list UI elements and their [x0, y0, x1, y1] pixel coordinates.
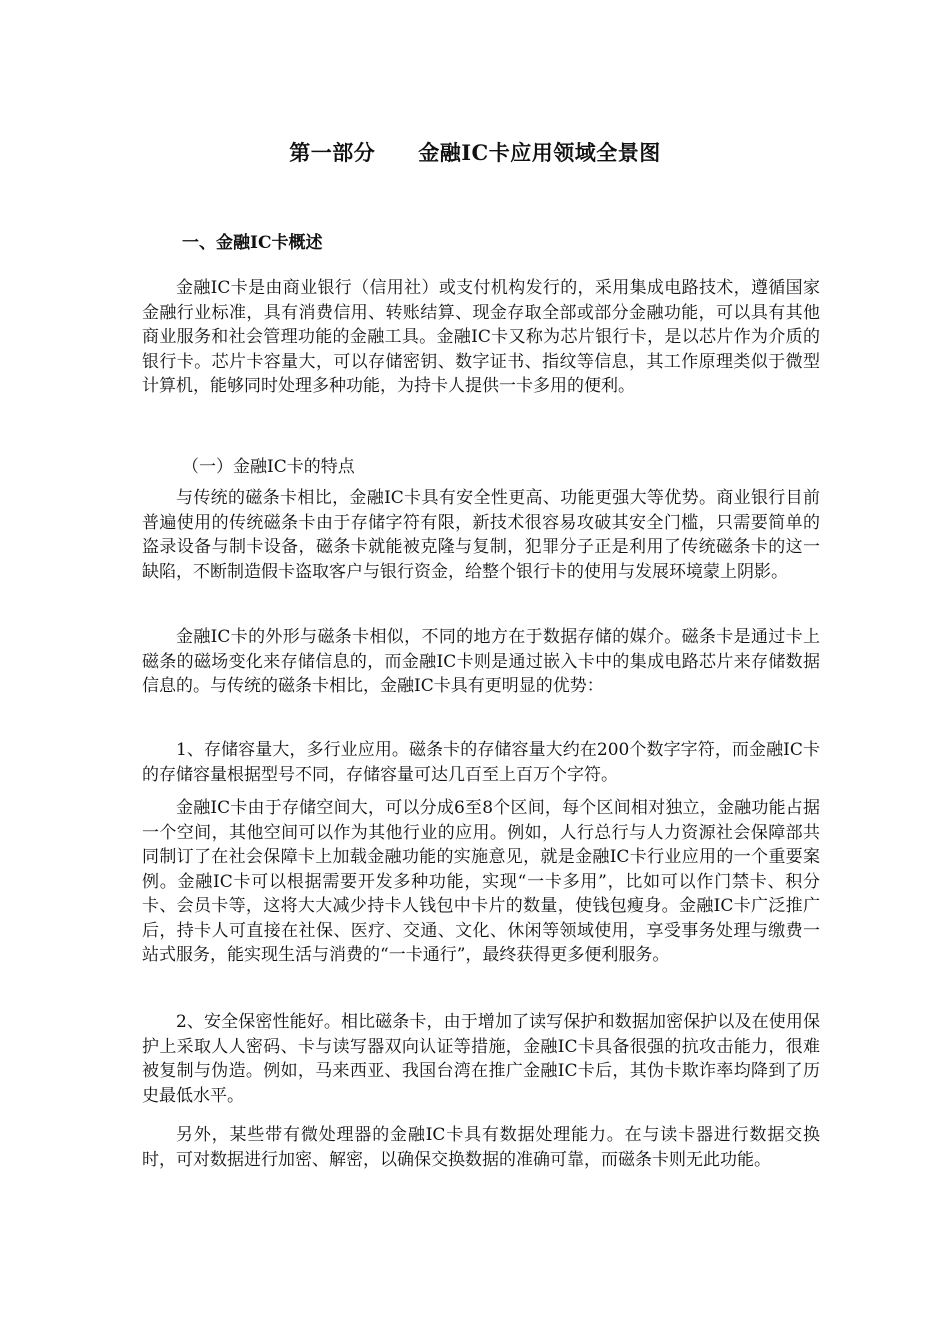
body-paragraph-2: 金融IC卡的外形与磁条卡相似，不同的地方在于数据存储的媒介。磁条卡是通过卡上磁条的磁场变化来存储信息的，而金融IC卡则是通过嵌入卡中的集成电路芯片来存储数据信息的。与传统的磁条卡相比，金融IC卡具有更明显的优势： [142, 627, 820, 696]
body-paragraph-1: 与传统的磁条卡相比，金融IC卡具有安全性更高、功能更强大等优势。商业银行目前普遍使用的传统磁条卡由于存储字符有限，新技术很容易攻破其安全门槛，只需要简单的盗录设备与制卡设备，磁条卡就能被克隆与复制，犯罪分子正是利用了传统磁条卡的这一缺陷，不断制造假卡盗取客户与银行资金，给整个银行卡的使用与发展环境蒙上阴影。 [142, 488, 820, 582]
body-paragraph-3: 1、存储容量大，多行业应用。磁条卡的存储容量大约在200个数字字符，而金融IC卡的存储容量根据型号不同，存储容量可达几百至上百万个字符。 [142, 740, 820, 785]
body-paragraph-6: 另外，某些带有微处理器的金融IC卡具有数据处理能力。在与读卡器进行数据交换时，可对数据进行加密、解密，以确保交换数据的准确可靠，而磁条卡则无此功能。 [142, 1125, 820, 1170]
page-title: 第一部分 金融IC卡应用领域全景图 [289, 140, 661, 165]
body-paragraph-4: 金融IC卡由于存储空间大，可以分成6至8个区间，每个区间相对独立，金融功能占据一个空间，其他空间可以作为其他行业的应用。例如，人行总行与人力资源社会保障部共同制订了在社会保障卡上加载金融功能的实施意见，就是金融IC卡行业应用的一个重要案例。金融IC卡可以根据需要开发多种功能，实现“一卡多用”，比如可以作门禁卡、积分卡、会员卡等，这将大大减少持卡人钱包中卡片的数量，使钱包瘦身。金融IC卡广泛推广后，持卡人可直接在社保、医疗、交通、文化、休闲等领域使用，享受事务处理与缴费一站式服务，能实现生活与消费的“一卡通行”，最终获得更多便利服务。 [142, 798, 820, 965]
intro-paragraph: 金融IC卡是由商业银行（信用社）或支付机构发行的，采用集成电路技术，遵循国家金融行业标准，具有消费信用、转账结算、现金存取全部或部分金融功能，可以具有其他商业服务和社会管理功能的金融工具。金融IC卡又称为芯片银行卡，是以芯片作为介质的银行卡。芯片卡容量大，可以存储密钥、数字证书、指纹等信息，其工作原理类似于微型计算机，能够同时处理多种功能，为持卡人提供一卡多用的便利。 [142, 278, 820, 396]
section-heading: 一、金融IC卡概述 [182, 233, 323, 253]
subsection-heading: （一）金融IC卡的特点 [182, 457, 355, 477]
body-paragraph-5: 2、安全保密性能好。相比磁条卡，由于增加了读写保护和数据加密保护以及在使用保护上采取人人密码、卡与读写器双向认证等措施，金融IC卡具备很强的抗攻击能力，很难被复制与伪造。例如，马来西亚、我国台湾在推广金融IC卡后，其伪卡欺诈率均降到了历史最低水平。 [142, 1012, 820, 1106]
